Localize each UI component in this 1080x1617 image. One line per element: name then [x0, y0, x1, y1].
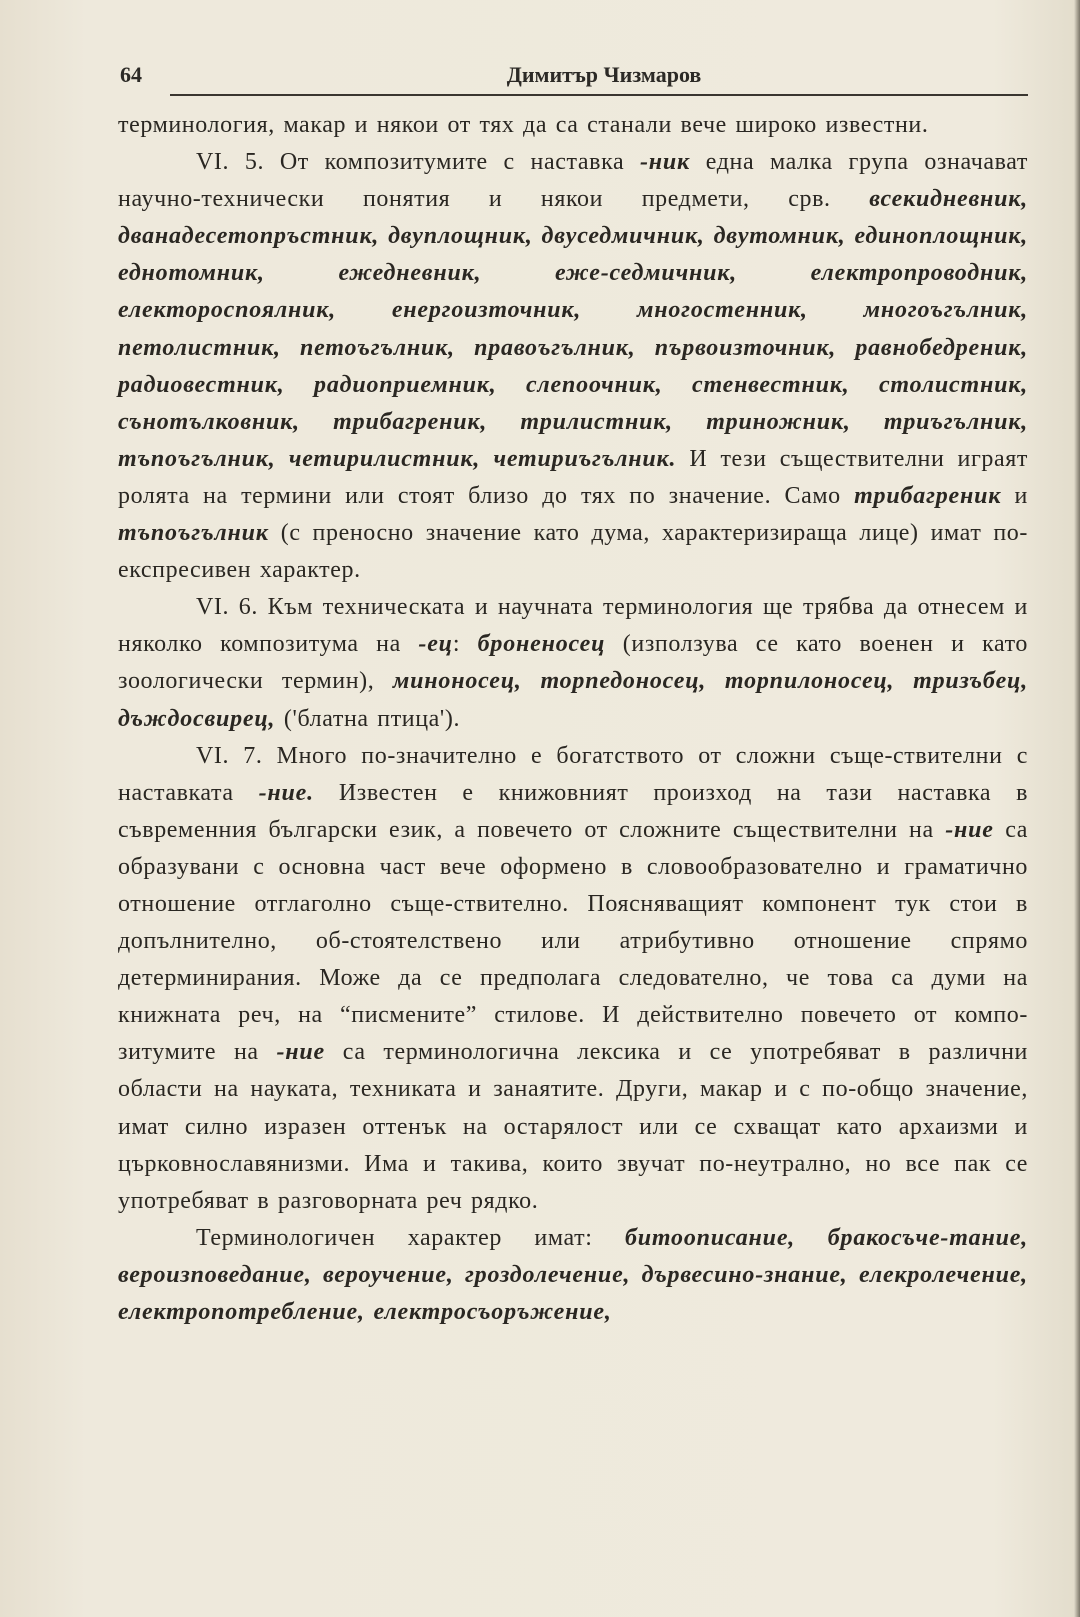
paragraph-2 [118, 144, 1028, 589]
italic-term-run: броненосец [477, 631, 606, 658]
text-run: терминология, макар и някои от тях да са станали вече широко известни. [118, 112, 929, 138]
text-run: VI. 7. Много по-значително е богатството от сложни съще-ствителни с наставката [118, 742, 1028, 806]
paragraph-5 [118, 1220, 1028, 1331]
text-run: VI. 6. Към техническата и научната терминология ще трябва да отнесем и няколко композитума на [118, 594, 1028, 658]
paragraph-3 [118, 589, 1028, 737]
italic-term-run: -ец [418, 631, 453, 658]
text-run: И тези съществителни играят ролята на термини или стоят близо до тях по значение. Само [118, 445, 1028, 509]
text-run: са образувани с основна част вече оформено в словообразователно и граматично отношение отглаголно съще-ствително. Поясняващият компонент тук стои в допълнително, об-стоятелствено или атрибутивно отношение спрямо детерминирания. Може да се предполага следователно, че това са думи на книжната реч, на “писмените” стилове. И действително повечето от компо-зитумите на [118, 816, 1029, 1066]
body-text [118, 107, 1028, 1331]
italic-term-run: всекидневник, дванадесетопръстник, двуплощник, двуседмичник, двутомник, единоплощник, еднотомник, ежедневник, еже-седмичник, електропроводник, електороспоялник, енергоизточник, многостенник, многоъгълник, петолистник, петоъгълник, правоъгълник, първоизточник, равнобедреник, радиовестник, радиоприемник, слепоочник, стенвестник, столистник, сънотълковник, трибагреник, трилистник, триножник, триъгълник, тъпоъгълник, четирилистник, четириъгълник. [118, 186, 1028, 472]
text-run: една малка група означават научно-технически понятия и някои предмети, срв. [118, 149, 1028, 213]
italic-term-run: -ние [276, 1039, 325, 1066]
text-run: ('блатна птица'). [275, 705, 461, 732]
paragraph-1 [118, 107, 1028, 144]
running-head: Димитър Чизмаров [506, 62, 702, 87]
page-edge-shadow [1074, 0, 1080, 1617]
paragraph-4 [118, 738, 1028, 1220]
text-run: VI. 5. От композитумите с наставка [196, 149, 640, 176]
text-run: (с преносно значение като дума, характеризираща лице) имат по-експресивен характер. [118, 520, 1028, 584]
text-run: : [452, 631, 478, 658]
italic-term-run: тъпоъгълник [118, 520, 269, 547]
italic-term-run: битоописание, бракосъче-тание, вероизповедание, вероучение, гроздолечение, дървесино-знание, елекролечение, електропотребление, електросъоръжение, [118, 1224, 1028, 1325]
italic-term-run: -ние [945, 816, 994, 843]
italic-term-run: миноносец, торпедоносец, торпилоносец, тризъбец, дъждосвирец, [118, 668, 1028, 732]
text-run: Терминологичен характер имат: [196, 1224, 625, 1251]
italic-term-run: -ние. [258, 779, 314, 806]
page-header [120, 62, 1028, 98]
text-run: и [1001, 482, 1028, 509]
text-run: са терминологична лексика и се употребяват в различни области на науката, техниката и занаятите. Други, макар и с по-общо значение, имат силно изразен оттенък на остарялост или се схващат като архаизми и църковнославянизми. Има и такива, които звучат по-неутрално, но все пак се употребяват в разговорната реч рядко. [118, 1039, 1028, 1214]
italic-term-run: -ник [639, 149, 691, 176]
text-run: Известен е книжовният произход на тази наставка в съвременния български език, а повечето от сложните съществителни на [118, 779, 1028, 843]
header-rule [170, 94, 1028, 96]
text-run: (използува се като военен и като зоологически термин), [118, 631, 1029, 695]
page-number: 64 [120, 62, 142, 87]
italic-term-run: трибагреник [854, 482, 1002, 509]
